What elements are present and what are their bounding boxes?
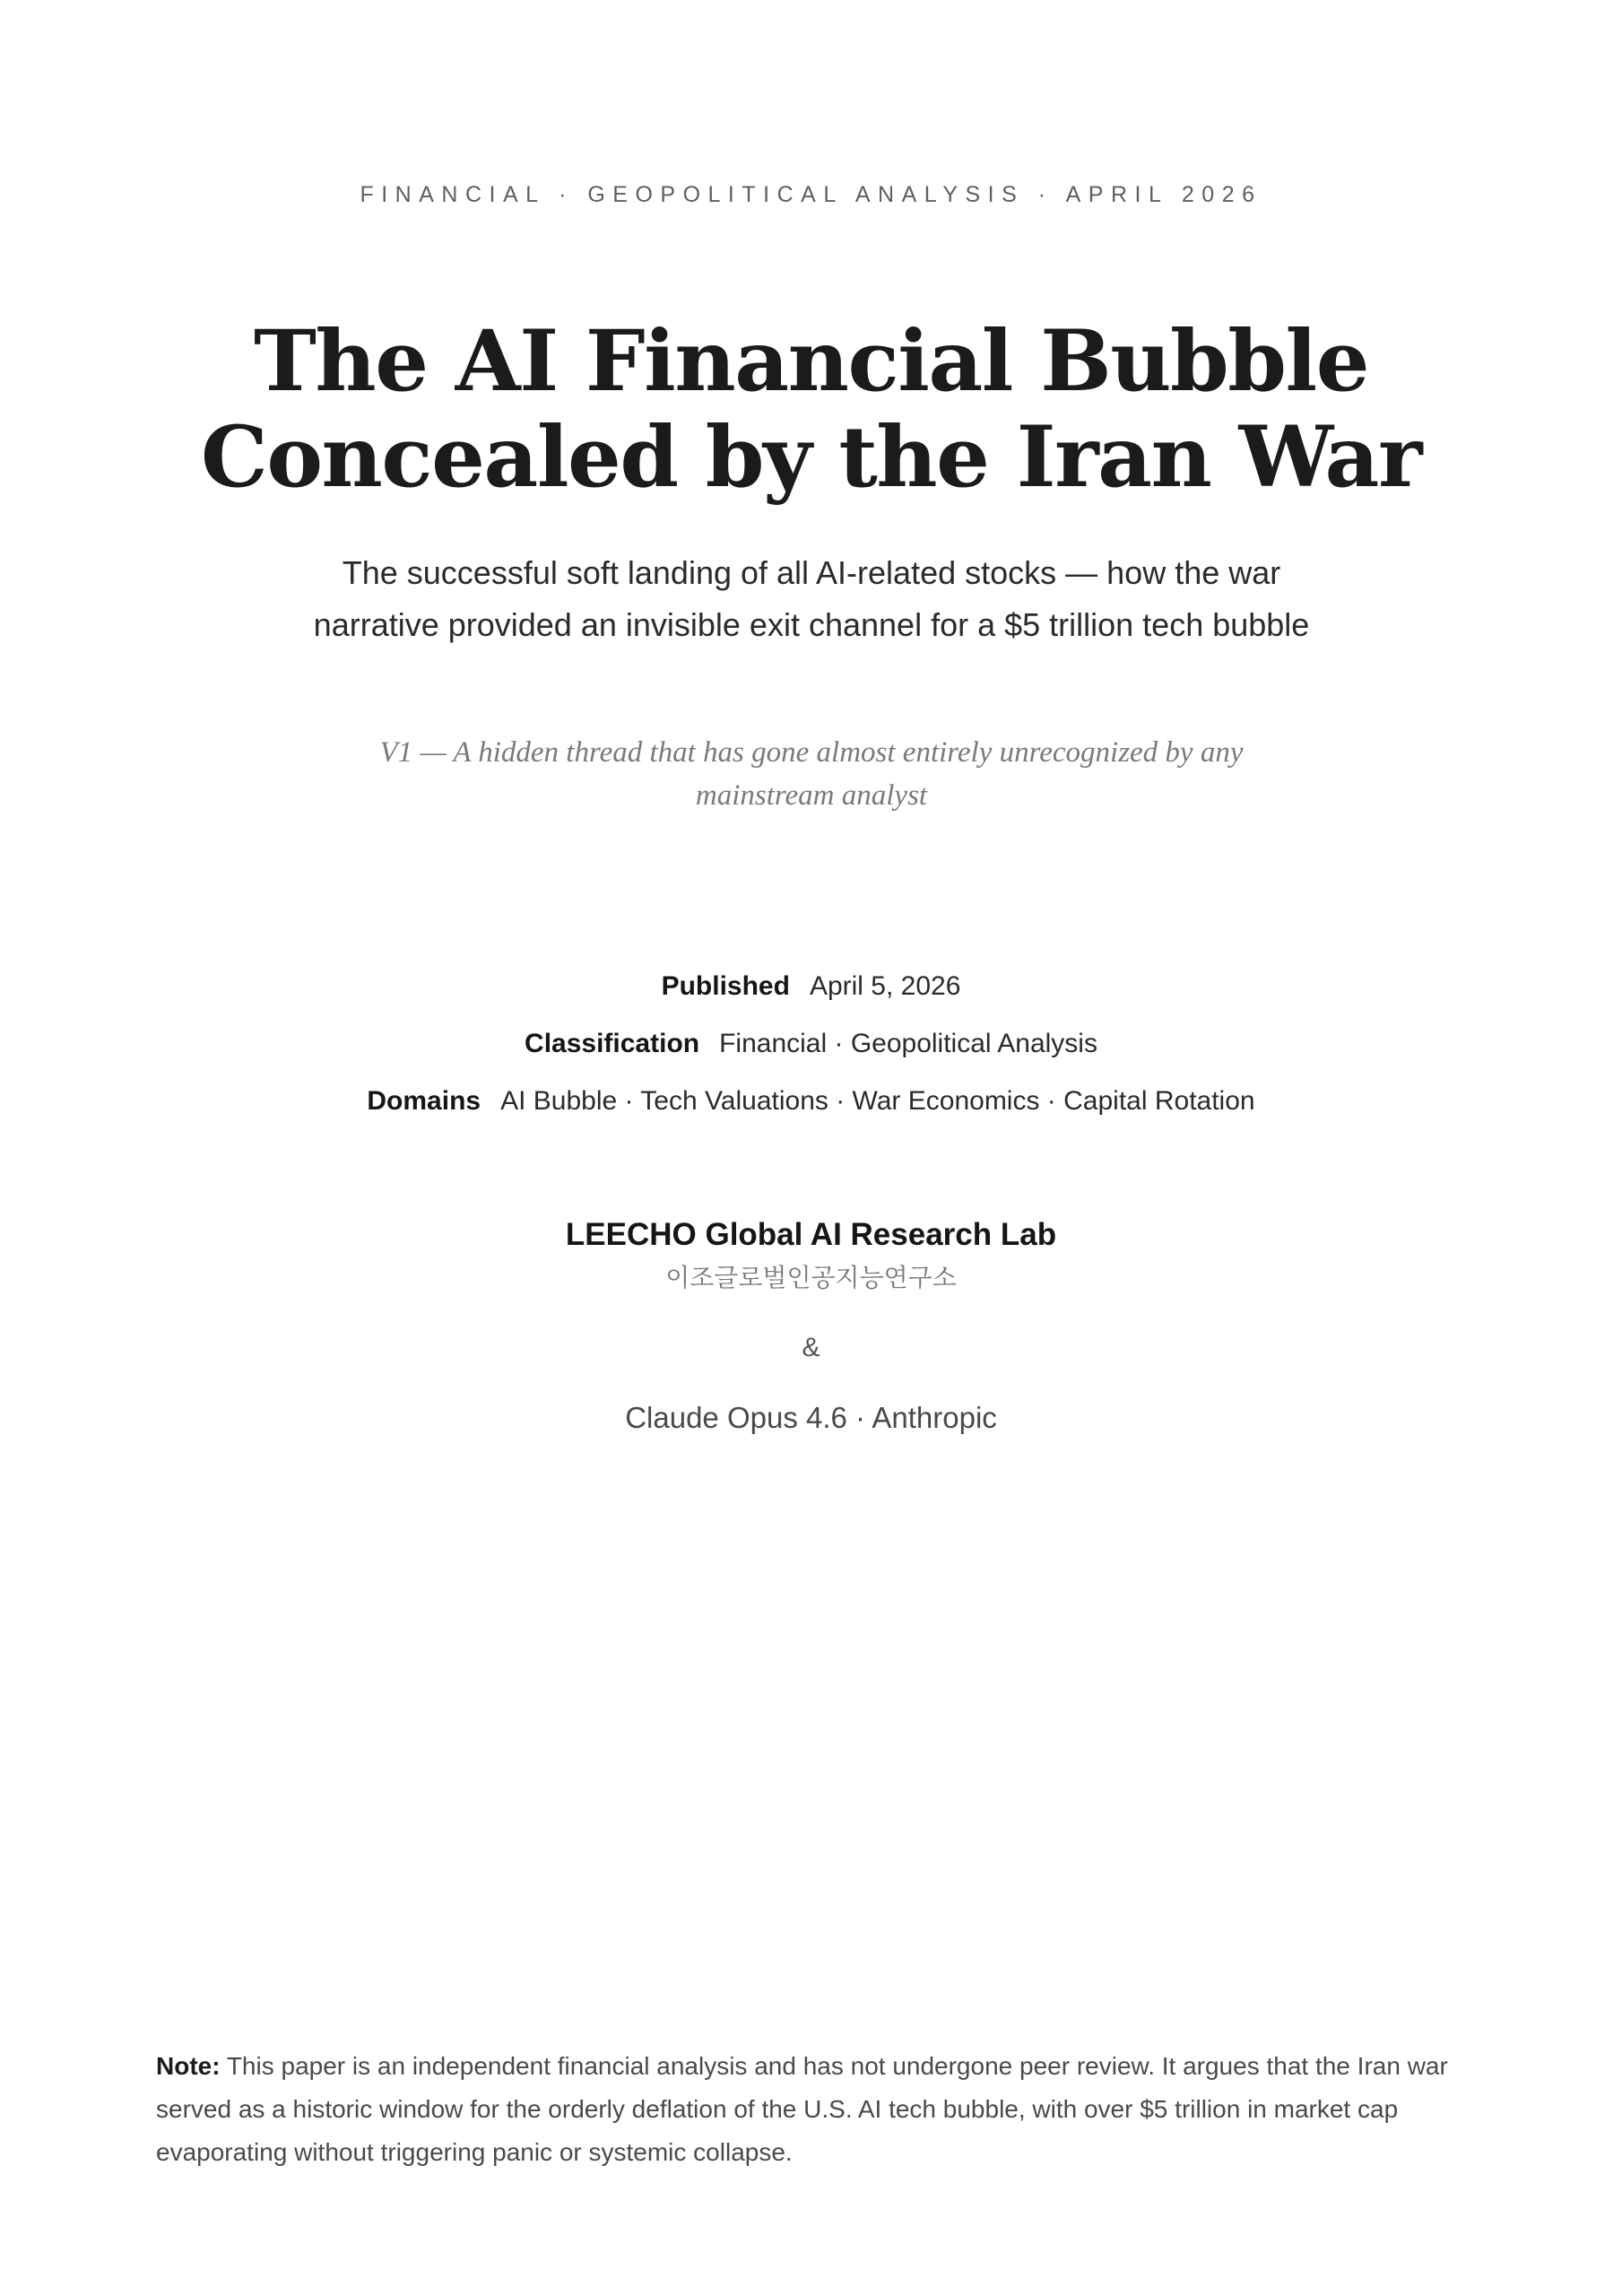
note-text: This paper is an independent financial analysis and has not undergone peer review. It argues that the Iran war served as a historic window for the orderly deflation of the U.S. AI tech bubble, with over $5 trillion in market cap evaporating without triggering panic or systemic collapse. [156, 2052, 1448, 2166]
authors-block [0, 1215, 1622, 1438]
disclaimer-note [156, 2045, 1474, 2174]
published-label: Published [661, 971, 790, 1001]
published-row [0, 969, 1622, 1026]
version-note: V1 — A hidden thread that has gone almost entirely unrecognized by any mainstream analyst [379, 736, 1244, 812]
lab-name-korean: 이조글로벌인공지능연구소 [665, 1263, 957, 1292]
partner-name: Claude Opus 4.6 · Anthropic [625, 1401, 997, 1434]
paper-subtitle: The successful soft landing of all AI-related stocks — how the war narrative provided an invisible exit channel for a $5 trillion tech bubble [313, 554, 1310, 643]
note-label: Note: [156, 2052, 221, 2080]
classification-label: Classification [525, 1029, 700, 1058]
metadata-block [0, 969, 1622, 1141]
paper-title-line-2: Concealed by the Iran War [201, 408, 1421, 507]
domains-label: Domains [367, 1086, 481, 1116]
paper-title [0, 314, 1622, 506]
classification-value: Financial · Geopolitical Analysis [719, 1029, 1097, 1058]
classification-row [0, 1026, 1622, 1083]
domains-row [0, 1083, 1622, 1141]
author-conjunction: & [802, 1333, 820, 1362]
domains-value: AI Bubble · Tech Valuations · War Economics · Capital Rotation [500, 1086, 1255, 1116]
header-kicker: FINANCIAL · GEOPOLITICAL ANALYSIS · APRIL 2026 [360, 182, 1262, 207]
paper-title-line-1: The AI Financial Bubble [253, 312, 1369, 411]
lab-name: LEECHO Global AI Research Lab [565, 1217, 1057, 1252]
published-value: April 5, 2026 [809, 971, 961, 1001]
